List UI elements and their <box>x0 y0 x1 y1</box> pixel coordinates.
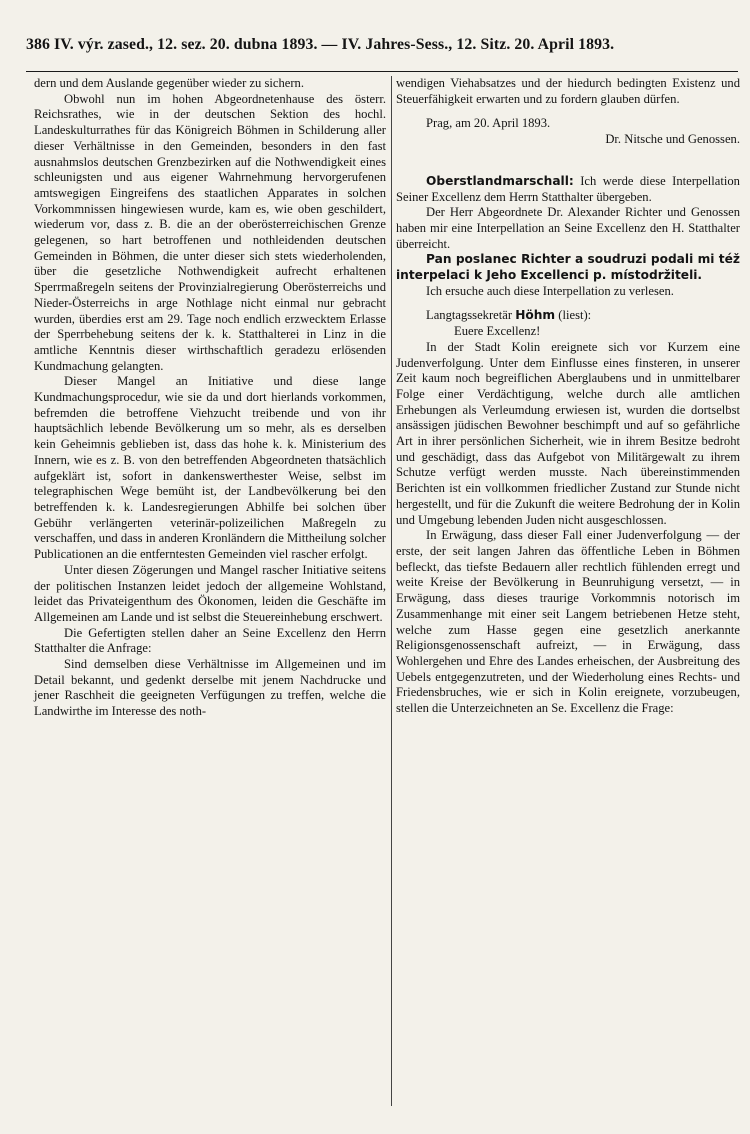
spacer <box>396 148 740 164</box>
secretary-name: Höhm <box>515 308 556 323</box>
signature: Dr. Nitsche und Genossen. <box>605 132 740 147</box>
speaker-text: Ich werde diese Interpellation Seiner Excellenz dem Herrn Statthalter übergeben. <box>396 173 740 204</box>
salutation: Euere Excellenz! <box>454 324 541 339</box>
spacer <box>396 107 740 116</box>
paragraph: Sind demselben diese Verhältnisse im Allgemeinen und im Detail bekannt, und gedenkt derselbe mit jenem Nachdrucke und jener Raschheit die geeigneten Verfügungen zu treffen, welche die Landwirthe im Interesse des noth- <box>34 657 386 719</box>
secretary-title: Langtagssekretär <box>426 308 513 323</box>
czech-paragraph: Pan poslanec Richter a soudruzi podali mi též interpelaci k Jeho Excellenci p. místodržiteli. <box>396 252 740 283</box>
paragraph: wendigen Viehabsatzes und der hiedurch bedingten Existenz und Steuerfähigkeit erwarten und zu fordern glauben dürfen. <box>396 76 740 106</box>
paragraph: In Erwägung, dass dieser Fall einer Judenverfolgung — der erste, der seit langen Jahren das öffentliche Leben in Böhmen befleckt, das tiefste Bedauern aller rechtlich fühlenden erregt und weite Kreise der Bevölkerung in Beunruhigung versetzt, — in Erwägung, dass dieses traurige Vorkommnis notorisch im Zusammenhange mit einer seit Langem betriebenen Hetze steht, welche zum Hasse gegen eine gesetzlich anerkannte Religionsgenossenschaft aufreizt, — in Erwägung, dass Wohlergehen und Ehre des Landes erheischen, der Ausbreitung des Uebels entgegenzutreten, und der Wiederholung eines Rechts- und Friedensbruches, wie er sich in Kolin ereignete, vorzubeugen, stellen die Unterzeichneten an Se. Excellenz die Frage: <box>396 528 740 716</box>
spacer <box>396 299 740 308</box>
secretary-action: (liest): <box>558 308 592 323</box>
paragraph: Unter diesen Zögerungen und Mangel rascher Initiative seitens der politischen Instanzen leidet jedoch der allgemeine Wohlstand, leidet das Privateigenthum des Ökonomen, leiden die Geschäfte im Allgemeinen am Lande und ist selbst die Steuereinhebung erschwert. <box>34 562 386 624</box>
paragraph: Dieser Mangel an Initiative und diese lange Kundmachungsprocedur, wie sie da und dort hierlands vorkommen, befremden die betroffene Viehzucht treibende und von ihr hauptsächlich lebende Bevölkerung um so mehr, als es derselben kein Geheimnis geblieben ist, dass das hohe k. k. Ministerium des Innern, wie es z. B. von den betreffenden Abgeordneten thatsächlich aufgeklärt ist, sofort in dankenswerthester Weise, selbst im telegraphischen Wege bemüht ist, der Landbevölkerung bei den betreffenden k. k. Landesregierungen Abhilfe bei solchen über Gebühr verlängerten veterinär-polizeilichen Maßregeln zu verschaffen, und dass in anderen Kronländern die Mittheilung solcher Publicationen an die entferntesten Gemeinden viel rascher erfolgt. <box>34 374 386 562</box>
page-header: 386 IV. výr. zased., 12. sez. 20. dubna 1893. — IV. Jahres-Sess., 12. Sitz. 20. April 1893. <box>26 36 615 53</box>
speaker-name: Oberstlandmarschall: <box>426 173 574 188</box>
paragraph: Ich ersuche auch diese Interpellation zu verlesen. <box>426 283 674 298</box>
paragraph: Obwohl nun im hohen Abgeordnetenhause des österr. Reichsrathes, wie in der deutschen Sektion des hochl. Landeskulturrathes für das Königreich Böhmen in Schilderung aller dieser Verhältnisse in den Gemeinden, besonders in den fast ausnahmslos deutschen Grenzbezirken auf die Nothwendigkeit eines schleunigsten und aus eigener Wahrnehmung hervorgerufenen amtswegigen Eingreifens des staatlichen Apparates in solchen Vorkommnissen hingewiesen wurde, kam es, wie oben geschildert, wiederum vor, dass z. B. die an der oberösterreichischen Grenze gelegenen, so hart betroffenen und nothleidenden deutschen Gemeinden in Böhmen, die unter dieser sich stets wiederholenden, über die gesetzliche Nothwendigkeit aufrecht erhaltenen Sperrmaßregeln seitens der Provinzialregierung Oberösterreichs und Nieder-Österreichs in arge Nothlage nicht einmal nur gebracht wurden, überdies erst am 29. Tage noch endlich erzwecktem Erlasse der Sperrbehebung seitens der k. k. Statthalterei in Linz in die amtliche Kenntnis dieser wirthschaftlich geradezu erlösenden Kundmachung gelangten. <box>34 91 386 373</box>
paragraph: Die Gefertigten stellen daher an Seine Excellenz den Herrn Statthalter die Anfrage: <box>34 625 386 656</box>
left-column <box>34 76 386 720</box>
right-column <box>396 76 740 717</box>
header-rule <box>26 71 738 72</box>
paragraph: Der Herr Abgeordnete Dr. Alexander Richter und Genossen haben mir eine Interpellation an Seine Excellenz den H. Statthalter überreicht. <box>396 205 740 251</box>
place-date: Prag, am 20. April 1893. <box>426 116 551 131</box>
paragraph: dern und dem Auslande gegenüber wieder zu sichern. <box>34 76 304 90</box>
column-divider <box>391 76 392 1106</box>
speaker-paragraph <box>396 174 740 205</box>
paragraph: In der Stadt Kolin ereignete sich vor Kurzem eine Judenverfolgung. Unter dem Einflusse eines finsteren, in unserer Zeit kaum noch begreiflichen Aberglaubens und in unmittelbarer Folge einer Verdächtigung, welche durch alle amtlichen Erhebungen als Verleumdung erwiesen ist, wurden die dortselbst ansässigen jüdischen Bewohner beschimpft und auf so gefährliche Art in ihrer persönlichen Sicherheit, wie in ihrem Besitze bedroht und geschädigt, dass das Aufgebot von Militärgewalt zu ihrem Schutze verfügt werden musste. Nach übereinstimmenden Berichten ist ein vollkommen friedlicher Zustand zur Stunde nicht hergestellt, und für die Zukunft die weitere Bedrohung der in Kolin und Umgebung lebenden Juden nicht ausgeschlossen. <box>396 339 740 527</box>
secretary-line <box>396 308 740 324</box>
